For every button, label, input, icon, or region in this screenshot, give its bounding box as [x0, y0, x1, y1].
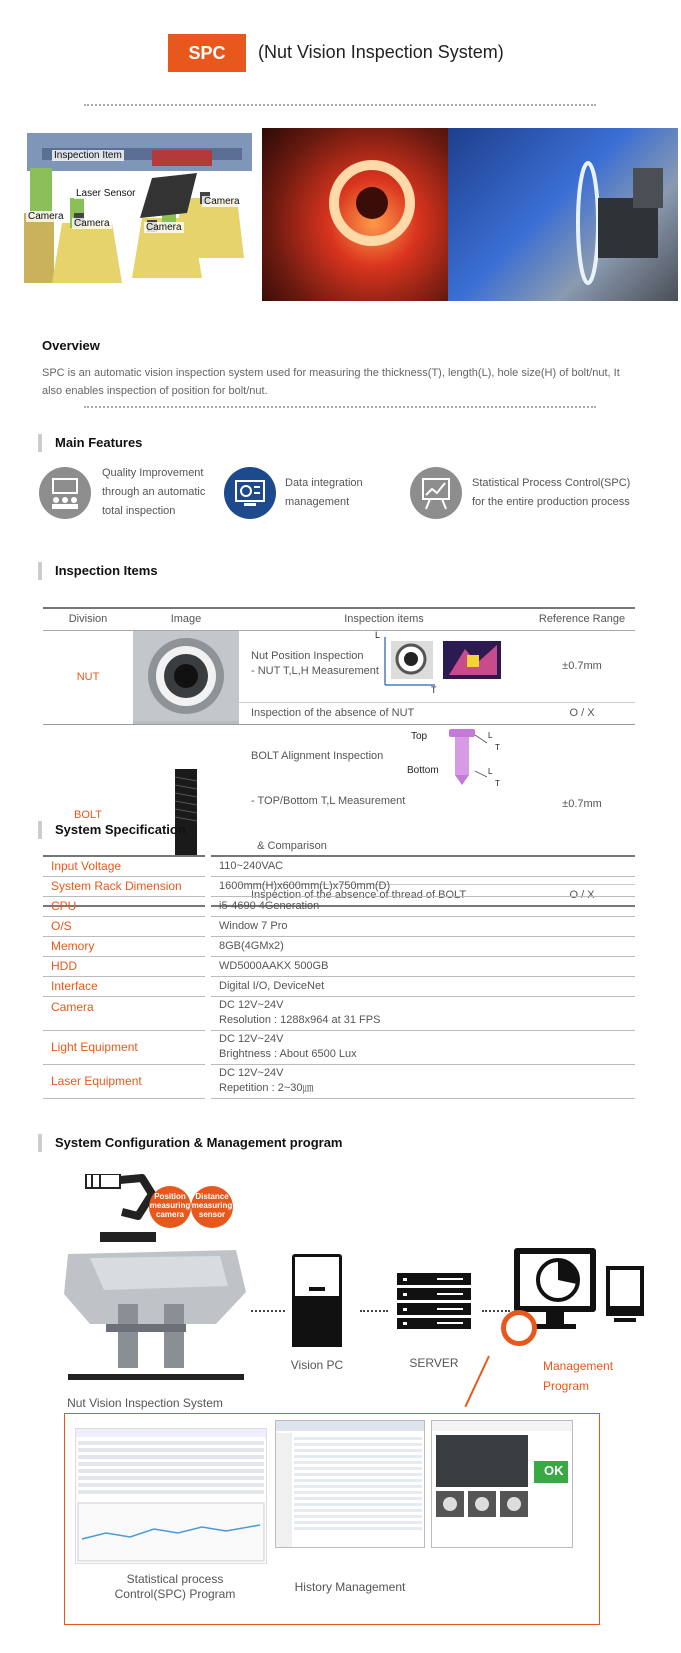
spec-row: O/S Window 7 Pro [43, 916, 635, 936]
connector [251, 1310, 285, 1312]
spec-heading: System Specification [38, 821, 186, 839]
chart-board-icon [410, 467, 462, 519]
bolt-range-2: O / X [529, 884, 635, 906]
nut-measure-figure: L T [381, 635, 503, 693]
vision-pc-caption: Vision PC [290, 1358, 344, 1372]
overview-heading: Overview [42, 338, 100, 353]
label-camera: Camera [28, 211, 64, 222]
nut-position-item: Nut Position Inspection - NUT T,L,H Measurement L T [239, 630, 529, 702]
highlight-circle [501, 1310, 537, 1346]
feature-data-text: Data integration management [285, 477, 363, 508]
inspection-rig-illustration [22, 128, 262, 301]
division-nut: NUT [43, 630, 133, 724]
label-laser-sensor: Laser Sensor [76, 188, 136, 199]
nut-range-1: ±0.7mm [529, 630, 635, 702]
laser-inspection-photo [262, 128, 448, 301]
spec-row: Camera DC 12V~24V Resolution : 1288x964 at 31 FPS [43, 996, 635, 1030]
label-camera: Camera [204, 196, 240, 207]
table-header-row [43, 608, 635, 630]
bolt-range-1: ±0.7mm [529, 724, 635, 884]
spc-program-screenshot [75, 1428, 267, 1564]
nut-absence-item: Inspection of the absence of NUT [239, 702, 529, 724]
config-heading: System Configuration & Management program [38, 1134, 342, 1152]
col-division: Division [43, 608, 133, 630]
inspection-heading: Inspection Items [38, 562, 158, 580]
history-management-screenshot [275, 1420, 425, 1548]
spec-row: CPU i5-4690 4Generation [43, 896, 635, 916]
vision-pc-icon [292, 1254, 342, 1346]
spec-row: Interface Digital I/O, DeviceNet [43, 976, 635, 996]
spec-row: Input Voltage 110~240VAC [43, 856, 635, 876]
feature-quality-text: Quality Improvement through an automatic total inspection [102, 467, 206, 517]
spc-badge: SPC [168, 34, 246, 72]
program-screens-box [64, 1413, 600, 1625]
hero-images [22, 128, 678, 301]
nut-photo [133, 630, 239, 724]
spec-row: Light Equipment DC 12V~24V Brightness : About 6500 Lux [43, 1030, 635, 1064]
connector [482, 1310, 510, 1312]
management-program-caption: Management Program [543, 1359, 614, 1393]
col-image: Image [133, 608, 239, 630]
bolt-thread-item: Inspection of the absence of thread of BOLT [239, 884, 529, 906]
label-camera: Camera [74, 218, 110, 229]
position-camera-bubble: Position measuring camera [149, 1186, 191, 1228]
page-title: (Nut Vision Inspection System) [258, 42, 504, 62]
server-caption: SERVER [409, 1356, 459, 1370]
divider [84, 104, 596, 106]
label-inspection-item: Inspection Item [54, 150, 122, 161]
spec-row: System Rack Dimension 1600mm(H)x600mm(L)x750mm(D) [43, 876, 635, 896]
feature-data [224, 467, 276, 519]
quality-icon [39, 467, 91, 519]
spec-row: Memory 8GB(4GMx2) [43, 936, 635, 956]
connector [360, 1310, 388, 1312]
feature-spc [410, 467, 462, 519]
spc-program-caption: Statistical process Control(SPC) Program [114, 1572, 236, 1601]
nut-system-caption: Nut Vision Inspection System [67, 1396, 223, 1410]
division-bolt: BOLT [43, 724, 133, 906]
distance-sensor-bubble: Distance measuring sensor [191, 1186, 233, 1228]
features-heading: Main Features [38, 434, 142, 452]
col-reference-range: Reference Range [529, 608, 635, 630]
table-row [43, 630, 635, 702]
nut-range-2: O / X [529, 702, 635, 724]
bolt-alignment-item: BOLT Alignment Inspection - TOP/Bottom T,L Measurement & Comparison Top Bottom L T L T [239, 724, 529, 884]
label-camera: Camera [146, 222, 182, 233]
divider [84, 406, 596, 408]
feature-spc-text: Statistical Process Control(SPC) for the entire production process [472, 477, 631, 508]
spec-row: Laser Equipment DC 12V~24V Repetition : 2~30㎛ [43, 1064, 635, 1098]
server-icon [397, 1273, 471, 1329]
col-inspection-items: Inspection items [239, 608, 529, 630]
monitor-icon [224, 467, 276, 519]
history-management-caption: History Management [294, 1580, 406, 1594]
inspection-program-screenshot [431, 1420, 573, 1548]
spec-table [43, 855, 635, 1099]
bolt-measure-figure: Top Bottom L T L T [407, 730, 500, 788]
camera-inspection-photo [448, 128, 678, 301]
feature-quality [39, 467, 91, 519]
ok-indicator: OK [544, 1463, 564, 1478]
spec-row: HDD WD5000AAKX 500GB [43, 956, 635, 976]
overview-text: SPC is an automatic vision inspection system used for measuring the thickness(T), length(L), hole size(H) of bolt/nut, It also enables inspection of position for bolt/nut. [42, 367, 620, 397]
